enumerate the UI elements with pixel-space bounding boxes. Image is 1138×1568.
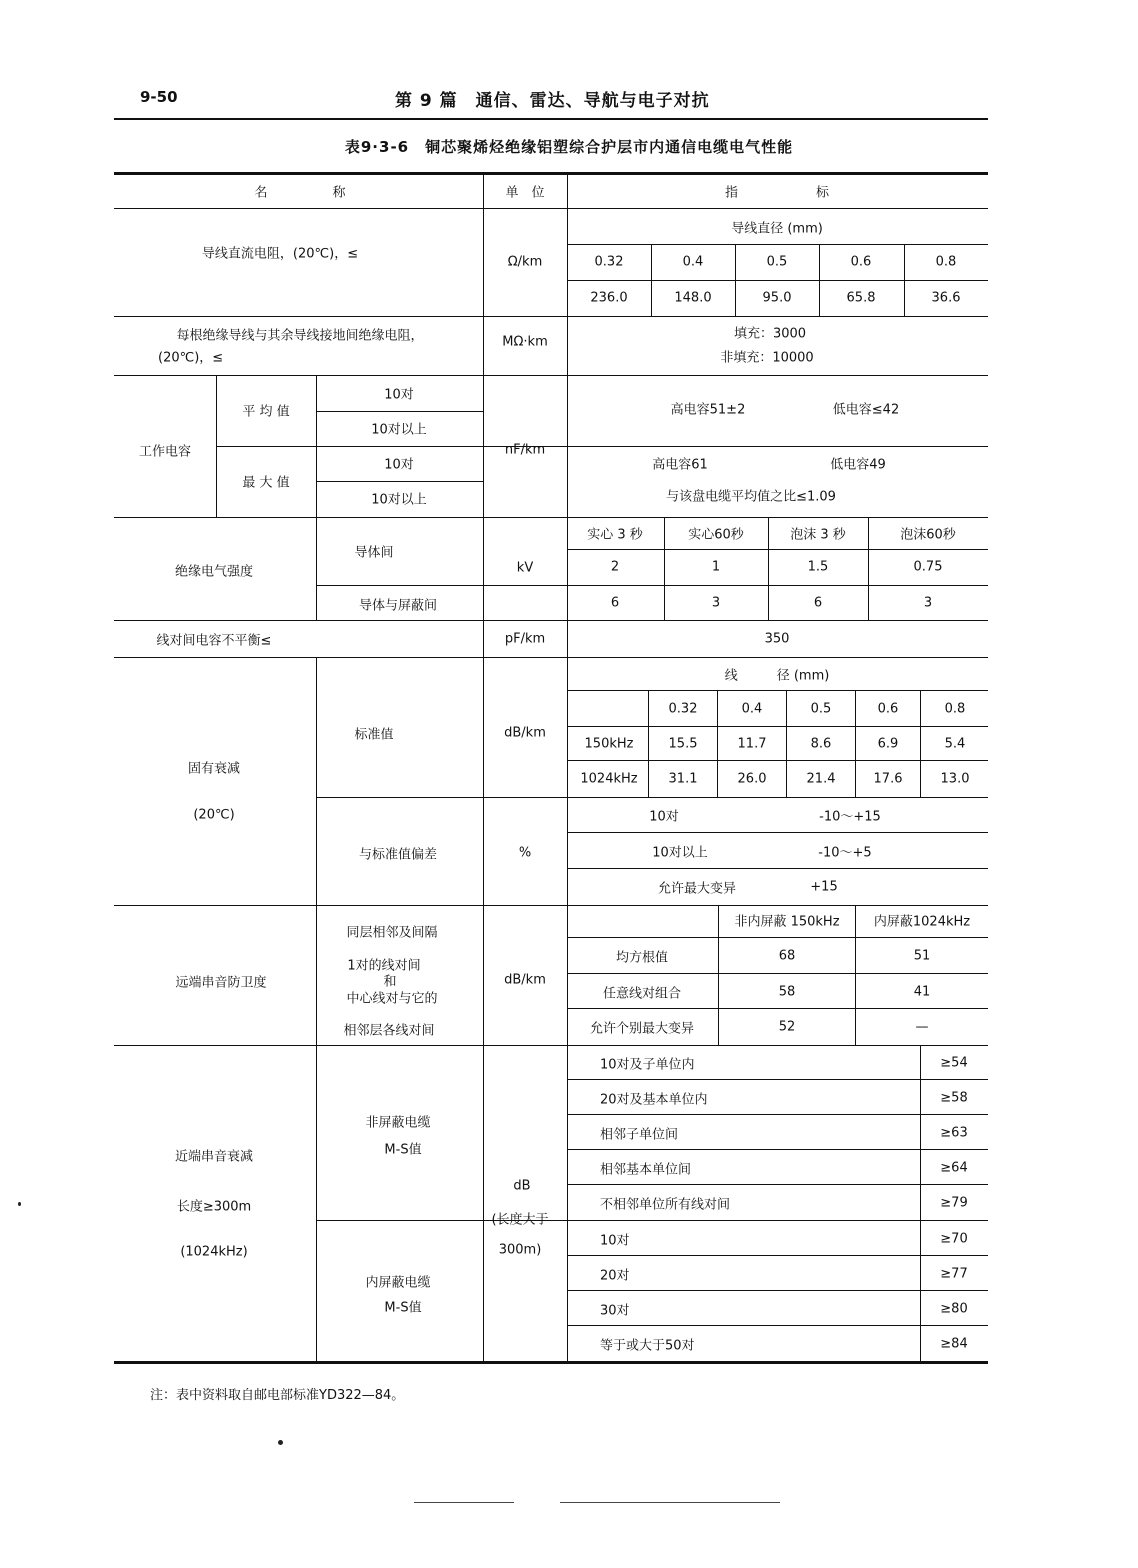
attenuation-diameter: 0.8 bbox=[944, 701, 966, 717]
far-end-row-label: 任意线对组合 bbox=[602, 986, 682, 1002]
rule bbox=[316, 481, 483, 482]
attenuation-diameter: 0.4 bbox=[741, 701, 763, 717]
rule bbox=[567, 760, 988, 761]
scan-line bbox=[414, 1502, 514, 1503]
capacitance-max-ratio: 与该盘电缆平均值之比≤1.09 bbox=[666, 489, 836, 505]
rule bbox=[819, 244, 820, 316]
running-title: 第 9 篇 通信、雷达、导航与电子对抗 bbox=[395, 91, 710, 111]
attenuation-value: 26.0 bbox=[737, 771, 767, 787]
near-end-row-label: 不相邻单位所有线对间 bbox=[600, 1197, 731, 1213]
section-rule bbox=[114, 620, 988, 621]
near-end-row-value: ≥64 bbox=[940, 1160, 968, 1176]
deviation-unit: % bbox=[518, 845, 532, 861]
near-end-row-value: ≥70 bbox=[940, 1231, 968, 1247]
rule bbox=[567, 1149, 988, 1150]
attenuation-value: 15.5 bbox=[668, 736, 698, 752]
rule bbox=[567, 1255, 988, 1256]
table-top-rule bbox=[114, 172, 988, 175]
rule bbox=[316, 905, 317, 1045]
attenuation-value: 21.4 bbox=[806, 771, 836, 787]
resistance-value: 36.6 bbox=[931, 290, 961, 306]
rule bbox=[920, 1045, 921, 1361]
rule bbox=[316, 411, 483, 412]
dielectric-value: 1 bbox=[711, 559, 721, 575]
rule bbox=[567, 973, 988, 974]
rule bbox=[567, 868, 988, 869]
dielectric-value: 3 bbox=[923, 595, 933, 611]
deviation-label: 与标准值偏差 bbox=[358, 847, 438, 863]
attenuation-value: 6.9 bbox=[877, 736, 899, 752]
resistance-value: 148.0 bbox=[674, 290, 712, 306]
deviation-row-value: -10～+5 bbox=[818, 845, 872, 861]
near-end-unit-note: 300m) bbox=[498, 1242, 542, 1258]
near-end-row-value: ≥54 bbox=[940, 1055, 968, 1071]
rule bbox=[567, 1079, 988, 1080]
far-end-desc: 同层相邻及间隔 bbox=[346, 925, 438, 941]
rule bbox=[718, 905, 719, 1045]
non-shield-label: 非屏蔽电缆 bbox=[365, 1115, 431, 1131]
far-end-value: — bbox=[915, 1019, 929, 1035]
rule bbox=[316, 1045, 317, 1361]
rule bbox=[567, 280, 988, 281]
near-end-row-label: 10对 bbox=[600, 1233, 630, 1249]
near-end-unit-note: (长度大于 bbox=[491, 1212, 549, 1228]
scan-speck bbox=[278, 1440, 283, 1445]
capacitance-max-low: 低电容49 bbox=[830, 457, 886, 473]
capacitance-label: 工作电容 bbox=[138, 444, 192, 460]
attenuation-diameter: 0.6 bbox=[877, 701, 899, 717]
attenuation-value: 11.7 bbox=[737, 736, 767, 752]
near-end-row-label: 20对及基本单位内 bbox=[600, 1092, 708, 1108]
near-end-row-value: ≥63 bbox=[940, 1125, 968, 1141]
near-end-row-label: 10对及子单位内 bbox=[600, 1057, 695, 1073]
section-rule bbox=[114, 316, 988, 317]
dielectric-value: 6 bbox=[813, 595, 823, 611]
rule bbox=[717, 690, 718, 797]
page-number: 9-50 bbox=[140, 88, 178, 106]
col-header-name: 名 称 bbox=[254, 185, 346, 201]
rule bbox=[567, 1114, 988, 1115]
rule bbox=[567, 549, 988, 550]
rule bbox=[567, 1008, 988, 1009]
near-end-row-label: 20对 bbox=[600, 1268, 630, 1284]
rule bbox=[216, 375, 217, 517]
attenuation-label: 固有衰减 bbox=[187, 761, 241, 777]
near-end-row-value: ≥58 bbox=[940, 1090, 968, 1106]
capacitance-avg-low: 低电容≤42 bbox=[832, 402, 900, 418]
insulation-unit: MΩ·km bbox=[502, 334, 548, 350]
shield-ms: M-S值 bbox=[384, 1300, 422, 1316]
rule bbox=[868, 517, 869, 620]
deviation-row-label: 允许最大变异 bbox=[657, 881, 737, 897]
section-rule bbox=[114, 375, 988, 376]
attenuation-value: 13.0 bbox=[940, 771, 970, 787]
dielectric-row2-label: 导体与屏蔽间 bbox=[358, 598, 438, 614]
far-end-desc: 中心线对与它的 bbox=[346, 991, 438, 1007]
deviation-row-value: -10～+15 bbox=[819, 809, 881, 825]
far-end-col-header: 内屏蔽1024kHz bbox=[873, 914, 971, 930]
attenuation-std-label: 标准值 bbox=[354, 727, 394, 743]
unbalance-value: 350 bbox=[764, 631, 790, 647]
near-end-row-value: ≥80 bbox=[940, 1301, 968, 1317]
rule bbox=[567, 1325, 988, 1326]
diameter-cell: 0.5 bbox=[766, 254, 788, 270]
attenuation-diameter: 0.32 bbox=[668, 701, 698, 717]
far-end-desc: 1对的线对间 bbox=[347, 958, 421, 974]
dielectric-row1-label: 导体间 bbox=[354, 545, 394, 561]
attenuation-value: 8.6 bbox=[810, 736, 832, 752]
attenuation-unit: dB/km bbox=[504, 725, 546, 741]
rule bbox=[651, 244, 652, 316]
table-bottom-rule bbox=[114, 1361, 988, 1364]
unit-column-rule bbox=[483, 172, 484, 1362]
header-bottom-rule bbox=[114, 208, 988, 209]
attenuation-subheader: 线 径 (mm) bbox=[724, 668, 830, 684]
insulation-filled: 填充：3000 bbox=[733, 326, 807, 342]
attenuation-freq: 150kHz bbox=[584, 736, 634, 752]
far-end-label: 远端串音防卫度 bbox=[175, 975, 267, 991]
pairs-over-10: 10对以上 bbox=[371, 422, 427, 438]
far-end-row-label: 均方根值 bbox=[615, 950, 669, 966]
attenuation-temp: (20℃) bbox=[193, 807, 235, 823]
rule bbox=[648, 690, 649, 797]
pairs-10: 10对 bbox=[384, 457, 414, 473]
far-end-row-label: 允许个别最大变异 bbox=[589, 1021, 695, 1037]
far-end-value: 58 bbox=[778, 984, 796, 1000]
near-end-label: 近端串音衰减 bbox=[174, 1149, 254, 1165]
rule bbox=[664, 517, 665, 620]
unbalance-unit: pF/km bbox=[504, 631, 546, 647]
capacitance-avg-label: 平 均 值 bbox=[242, 404, 290, 420]
dielectric-value: 0.75 bbox=[913, 559, 943, 575]
scan-line bbox=[560, 1502, 780, 1503]
table-title: 表9·3-6 铜芯聚烯烃绝缘铝塑综合护层市内通信电缆电气性能 bbox=[344, 138, 794, 156]
section-rule bbox=[114, 1045, 988, 1046]
rule bbox=[316, 797, 988, 798]
rule bbox=[855, 905, 856, 1045]
attenuation-value: 17.6 bbox=[873, 771, 903, 787]
diameter-cell: 0.4 bbox=[682, 254, 704, 270]
insulation-label-line1: 每根绝缘导线与其余导线接地间绝缘电阻， bbox=[176, 328, 424, 344]
near-end-row-label: 等于或大于50对 bbox=[600, 1338, 695, 1354]
deviation-row-value: +15 bbox=[810, 879, 838, 895]
rule bbox=[567, 1290, 988, 1291]
dielectric-header: 泡沫 3 秒 bbox=[790, 527, 846, 543]
col-header-unit: 单 位 bbox=[505, 185, 545, 201]
far-end-col-header: 非内屏蔽 150kHz bbox=[734, 914, 840, 930]
rule bbox=[567, 1184, 988, 1185]
dielectric-header: 实心60秒 bbox=[688, 527, 744, 543]
near-end-row-value: ≥77 bbox=[940, 1266, 968, 1282]
rule bbox=[768, 517, 769, 620]
far-end-unit: dB/km bbox=[504, 972, 546, 988]
scan-speck bbox=[18, 1202, 21, 1206]
rule bbox=[216, 446, 988, 447]
capacitance-avg-high: 高电容51±2 bbox=[670, 402, 746, 418]
rule bbox=[786, 690, 787, 797]
unbalance-label: 线对间电容不平衡≤ bbox=[156, 633, 272, 649]
near-end-row-value: ≥79 bbox=[940, 1195, 968, 1211]
far-end-desc: 和 bbox=[383, 974, 397, 990]
dielectric-value: 2 bbox=[610, 559, 620, 575]
pairs-10: 10对 bbox=[384, 387, 414, 403]
non-shield-ms: M-S值 bbox=[384, 1142, 422, 1158]
near-end-row-value: ≥84 bbox=[940, 1336, 968, 1352]
rule bbox=[920, 690, 921, 797]
dc-resistance-subheader: 导线直径 (mm) bbox=[731, 221, 823, 237]
dielectric-unit: kV bbox=[516, 560, 534, 576]
dielectric-header: 实心 3 秒 bbox=[587, 527, 643, 543]
insulation-label-line2: (20℃)，≤ bbox=[158, 350, 224, 366]
dielectric-value: 1.5 bbox=[807, 559, 829, 575]
dielectric-value: 3 bbox=[711, 595, 721, 611]
attenuation-freq: 1024kHz bbox=[580, 771, 638, 787]
resistance-value: 65.8 bbox=[846, 290, 876, 306]
capacitance-max-label: 最 大 值 bbox=[242, 475, 290, 491]
far-end-desc: 相邻层各线对间 bbox=[343, 1023, 435, 1039]
rule bbox=[567, 937, 988, 938]
near-end-row-label: 相邻基本单位间 bbox=[600, 1162, 692, 1178]
dc-resistance-label: 导线直流电阻，(20℃)，≤ bbox=[201, 246, 359, 262]
rule bbox=[316, 657, 317, 905]
near-end-row-label: 30对 bbox=[600, 1303, 630, 1319]
near-end-unit: dB bbox=[513, 1178, 531, 1194]
rule bbox=[567, 726, 988, 727]
spec-column-rule bbox=[567, 172, 568, 1362]
rule bbox=[316, 585, 988, 586]
resistance-value: 95.0 bbox=[762, 290, 792, 306]
dielectric-header: 泡沫60秒 bbox=[900, 527, 956, 543]
pairs-over-10: 10对以上 bbox=[371, 492, 427, 508]
col-header-spec: 指 标 bbox=[724, 185, 830, 201]
attenuation-diameter: 0.5 bbox=[810, 701, 832, 717]
diameter-cell: 0.32 bbox=[594, 254, 624, 270]
rule bbox=[567, 832, 988, 833]
rule bbox=[855, 690, 856, 797]
dc-resistance-unit: Ω/km bbox=[507, 254, 543, 270]
rule bbox=[316, 375, 317, 517]
resistance-value: 236.0 bbox=[590, 290, 628, 306]
footnote: 注：表中资料取自邮电部标准YD322—84。 bbox=[150, 1388, 405, 1403]
rule bbox=[735, 244, 736, 316]
capacitance-unit: nF/km bbox=[504, 442, 546, 458]
rule bbox=[316, 517, 317, 620]
insulation-unfilled: 非填充：10000 bbox=[720, 350, 814, 366]
rule bbox=[904, 244, 905, 316]
far-end-value: 51 bbox=[913, 948, 931, 964]
near-end-row-label: 相邻子单位间 bbox=[600, 1127, 679, 1143]
deviation-row-label: 10对以上 bbox=[652, 845, 708, 861]
diameter-cell: 0.6 bbox=[850, 254, 872, 270]
far-end-value: 41 bbox=[913, 984, 931, 1000]
near-end-length: 长度≥300m bbox=[176, 1199, 252, 1215]
diameter-cell: 0.8 bbox=[935, 254, 957, 270]
rule bbox=[567, 690, 988, 691]
deviation-row-label: 10对 bbox=[649, 809, 679, 825]
shield-label: 内屏蔽电缆 bbox=[365, 1275, 431, 1291]
section-rule bbox=[114, 905, 988, 906]
dielectric-label: 绝缘电气强度 bbox=[174, 564, 254, 580]
far-end-value: 68 bbox=[778, 948, 796, 964]
rule bbox=[316, 1220, 988, 1221]
near-end-freq: (1024kHz) bbox=[180, 1244, 248, 1260]
header-rule bbox=[114, 118, 988, 120]
attenuation-value: 5.4 bbox=[944, 736, 966, 752]
capacitance-max-high: 高电容61 bbox=[652, 457, 708, 473]
far-end-value: 52 bbox=[778, 1019, 796, 1035]
section-rule bbox=[114, 517, 988, 518]
rule bbox=[567, 244, 988, 245]
section-rule bbox=[114, 657, 988, 658]
dielectric-value: 6 bbox=[610, 595, 620, 611]
attenuation-value: 31.1 bbox=[668, 771, 698, 787]
